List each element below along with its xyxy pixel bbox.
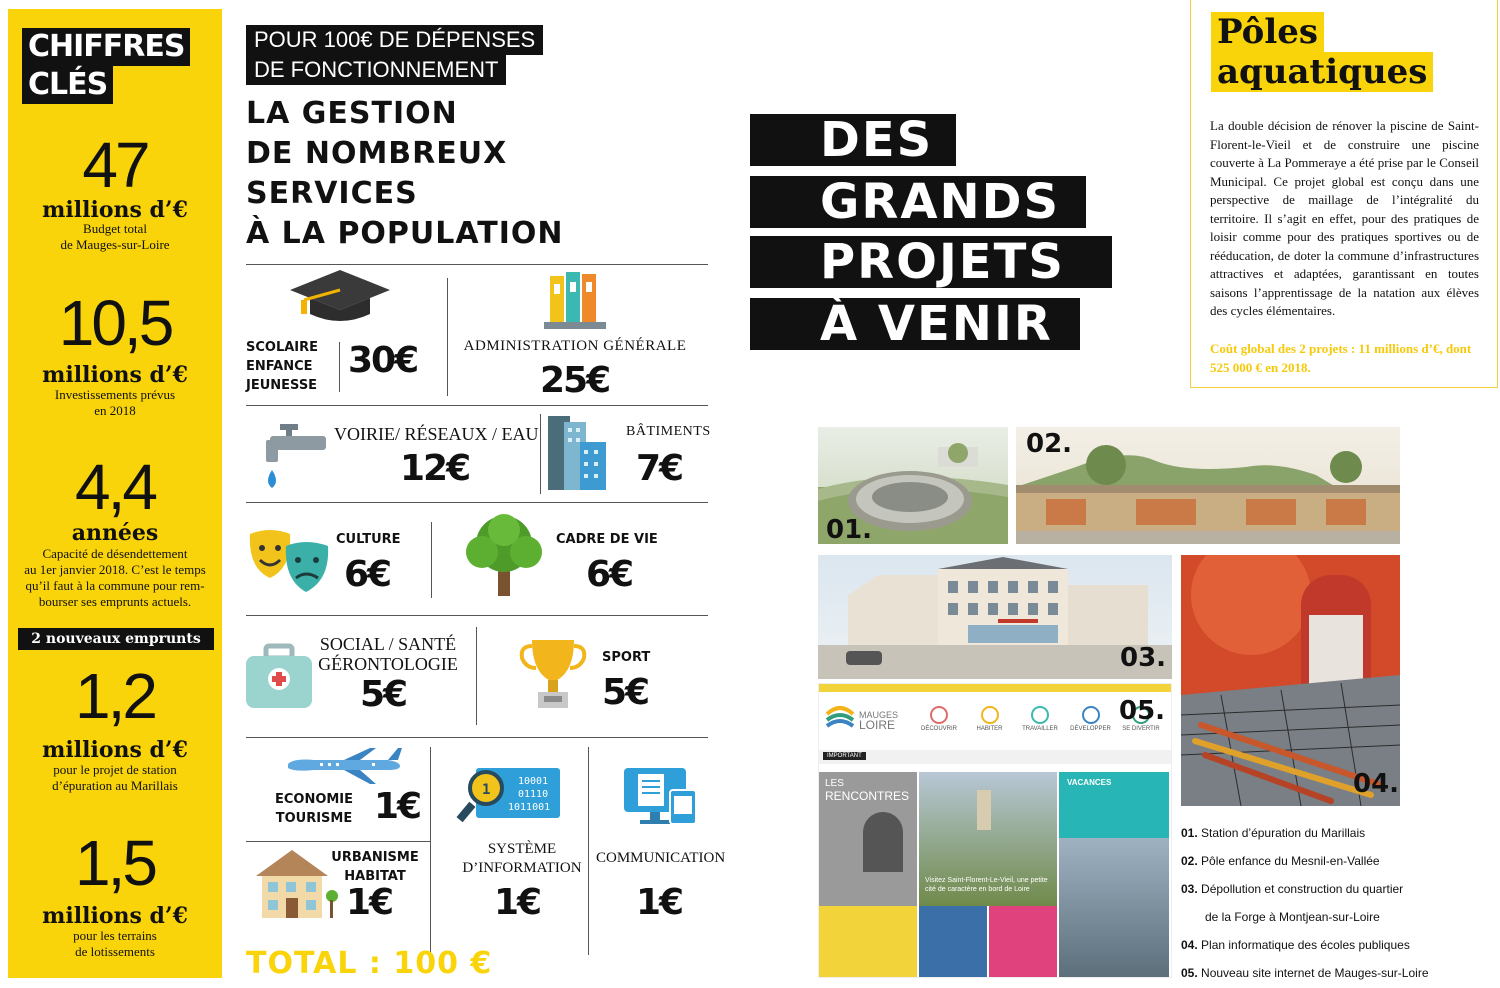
category-label-economie <box>272 790 356 828</box>
divider <box>339 342 340 392</box>
trophy-icon <box>518 634 588 714</box>
divider <box>431 522 432 598</box>
amount-admin: 25€ <box>540 360 610 401</box>
pools-title-line1: Pôles <box>1211 12 1324 52</box>
website-rencontres-title <box>825 778 909 802</box>
spending-subhead-line1: POUR 100€ DE DÉPENSES <box>246 25 543 55</box>
figure-desc: Budget total <box>83 221 147 236</box>
photo-number: 04. <box>1353 769 1400 799</box>
figure-value: 47 <box>82 129 148 201</box>
legend-text: Dépollution et construction du quartier <box>1201 882 1404 896</box>
projects-title-line3: PROJETS <box>750 236 1112 288</box>
legend-text: Pôle enfance du Mesnil-en-Vallée <box>1201 854 1380 868</box>
nav-circle-icon <box>1082 706 1100 724</box>
photo-station-epuration <box>818 427 1008 544</box>
divider <box>430 747 431 955</box>
website-caption: Visitez Saint-Florent-Le-Vieil, une petite cité de caractère en bord de Loire <box>925 877 1048 893</box>
figure-desc: pour le projet de station <box>53 762 177 777</box>
legend-number: 01. <box>1181 826 1198 840</box>
legend-number: 03. <box>1181 882 1198 896</box>
amount-social: 5€ <box>360 674 407 715</box>
website-rencontres-line: RENCONTRES <box>825 789 910 803</box>
projects-title-line4: À VENIR <box>750 298 1080 350</box>
pools-cost: Coût global des 2 projets : 11 millions d’€, dont 525 000 € en 2018. <box>1210 341 1472 375</box>
category-label-line: ENFANCE <box>246 359 313 374</box>
spending-heading-line: DE NOMBREUX <box>246 136 508 171</box>
website-vacances-block <box>1059 772 1169 838</box>
divider <box>540 414 541 494</box>
legend-item-02 <box>1181 854 1380 868</box>
website-nav-bar <box>819 684 1172 692</box>
website-rencontres-line: LES <box>825 778 844 789</box>
spending-subhead-line2: DE FONCTIONNEMENT <box>246 55 506 85</box>
category-label-social <box>318 634 458 674</box>
category-label-scolaire <box>246 338 318 395</box>
key-figures-title <box>22 28 190 104</box>
category-label-systeme <box>462 840 582 878</box>
theater-masks-icon <box>246 528 332 598</box>
category-label-culture: CULTURE <box>336 532 401 547</box>
category-label-voirie: VOIRIE/ RÉSEAUX / EAU <box>334 424 539 444</box>
legend-text: de la Forge à Montjean-sur-Loire <box>1205 910 1380 924</box>
website-nav-item[interactable] <box>1016 706 1064 732</box>
legend-item-03-cont <box>1205 910 1380 924</box>
svg-text:1: 1 <box>482 782 491 798</box>
amount-scolaire: 30€ <box>348 340 418 381</box>
figure-unit: millions d’€ <box>42 362 188 388</box>
website-logo-line: MAUGES <box>859 710 899 720</box>
divider <box>588 747 589 955</box>
key-figures-panel <box>8 9 222 978</box>
divider <box>246 502 708 503</box>
legend-text: Station d’épuration du Marillais <box>1201 826 1366 840</box>
website-sport-photo <box>919 906 987 978</box>
website-logo-text <box>859 710 898 730</box>
data-search-icon <box>456 766 568 828</box>
divider <box>246 841 430 842</box>
pools-box <box>1190 0 1498 388</box>
website-yellow-block <box>819 906 917 978</box>
legend-item-04 <box>1181 938 1410 952</box>
binders-icon <box>540 270 610 330</box>
divider <box>246 264 708 265</box>
category-label-line: SOCIAL / SANTÉ <box>319 634 457 654</box>
amount-urbanisme: 1€ <box>346 882 393 923</box>
figure-value: 4,4 <box>75 451 155 523</box>
website-pink-block <box>989 906 1057 978</box>
graduation-cap-icon <box>288 268 392 324</box>
figure-value: 1,5 <box>75 827 155 899</box>
airplane-icon <box>284 746 404 786</box>
website-nav-label: DÉCOUVRIR <box>920 726 957 732</box>
nav-circle-icon <box>1031 706 1049 724</box>
divider <box>246 615 708 616</box>
communication-screen-icon <box>622 766 698 826</box>
figure-desc: Investissements prévus <box>54 387 176 402</box>
amount-sport: 5€ <box>602 672 649 713</box>
svg-text:1011001: 1011001 <box>508 802 551 813</box>
website-important-bar <box>819 750 1172 764</box>
pools-title-line2: aquatiques <box>1211 52 1433 92</box>
figure-desc: en 2018 <box>94 403 136 418</box>
photo-number: 01. <box>826 515 873 544</box>
figure-desc: d’épuration au Marillais <box>52 778 178 793</box>
legend-number: 02. <box>1181 854 1198 868</box>
category-label-line: TOURISME <box>275 811 353 826</box>
spending-heading-line: À LA POPULATION <box>246 216 564 251</box>
nav-circle-icon <box>930 706 948 724</box>
buildings-icon <box>546 412 608 492</box>
website-nav-item[interactable] <box>1067 706 1115 732</box>
svg-text:01110: 01110 <box>518 789 549 800</box>
spending-subheading <box>246 25 543 85</box>
projects-title-line2: GRANDS <box>750 176 1086 228</box>
amount-cadre: 6€ <box>586 554 633 595</box>
website-church <box>977 790 991 830</box>
nav-circle-icon <box>981 706 999 724</box>
website-town-photo <box>919 772 1057 906</box>
figure-unit: millions d’€ <box>42 197 188 223</box>
legend-item-01 <box>1181 826 1365 840</box>
key-figures-title-line2: CLÉS <box>22 66 113 104</box>
website-nav-label: TRAVAILLER <box>1022 726 1058 732</box>
divider <box>246 737 708 738</box>
figure-unit: millions d’€ <box>42 737 188 763</box>
category-label-line: D’INFORMATION <box>462 860 582 876</box>
website-portrait <box>863 812 903 872</box>
photo-number: 02. <box>1026 429 1073 459</box>
figure-desc: de Mauges-sur-Loire <box>60 237 170 252</box>
figure-desc: Capacité de désendettement <box>42 546 188 561</box>
photo-pole-enfance <box>1016 427 1400 544</box>
figure-desc: au 1er janvier 2018. C’est le temps <box>24 562 206 577</box>
category-label-admin: ADMINISTRATION GÉNÉRALE <box>463 338 687 354</box>
spending-heading <box>246 94 564 254</box>
total-label: TOTAL : 100 € <box>246 946 493 981</box>
tree-icon <box>462 512 548 598</box>
website-logo-line: LOIRE <box>859 718 896 732</box>
amount-economie: 1€ <box>374 786 421 827</box>
svg-text:10001: 10001 <box>518 776 549 787</box>
category-label-line: JEUNESSE <box>246 378 318 393</box>
house-icon <box>248 846 338 922</box>
pools-text: La double décision de rénover la piscine de Saint-Florent-le-Vieil et de construire une piscine couverte à La Pommeraye a été prise par le Conseil Municipal. Ce projet global est conçu dans une perspective de maillage de l’intégralité du territoire. Il s’agit en effet, pour des pratiques de loisir comme pour des pratiques sportives ou de rééducation, de doter la commune d’infrastructures attractives et adaptées, garantissant en toutes saisons l’apprentissage de la natation aux élèves des cycles élémentaires. <box>1210 118 1479 318</box>
figure-desc: de lotissements <box>75 944 155 959</box>
photo-pole-illustration <box>1016 427 1400 544</box>
amount-systeme: 1€ <box>494 882 541 923</box>
photo-plan-informatique <box>1181 555 1400 806</box>
website-important-label: IMPORTANT <box>823 752 866 760</box>
category-label-cadre: CADRE DE VIE <box>556 532 658 547</box>
website-bridge-photo <box>1059 838 1169 978</box>
amount-voirie: 12€ <box>400 448 470 489</box>
figure-unit: années <box>71 520 159 546</box>
photo-quartier-forge <box>818 555 1172 679</box>
legend-text: Plan informatique des écoles publiques <box>1201 938 1410 952</box>
category-label-urbanisme <box>326 848 424 886</box>
legend-item-03 <box>1181 882 1403 896</box>
spending-heading-line: SERVICES <box>246 176 418 211</box>
divider <box>447 278 448 396</box>
website-logo-icon <box>825 702 855 728</box>
legend-text: Nouveau site internet de Mauges-sur-Loire <box>1201 966 1429 980</box>
category-label-line: URBANISME <box>331 850 419 865</box>
website-nav-item[interactable] <box>966 706 1014 732</box>
photo-number: 05. <box>1119 696 1166 726</box>
photo-number: 03. <box>1120 643 1167 673</box>
amount-culture: 6€ <box>344 554 391 595</box>
category-label-line: ECONOMIE <box>274 792 354 807</box>
projects-title-line1: DES <box>750 114 956 166</box>
new-loans-badge: 2 nouveaux emprunts <box>18 628 214 650</box>
figure-desc: qu’il faut à la commune pour rem- <box>25 578 205 593</box>
spending-heading-line: LA GESTION <box>246 96 458 131</box>
amount-communication: 1€ <box>636 882 683 923</box>
divider <box>476 627 477 725</box>
category-label-communication: COMMUNICATION <box>596 850 726 866</box>
figure-value: 10,5 <box>58 287 172 359</box>
category-label-line: SYSTÈME <box>487 841 557 857</box>
website-nav-label: SE DIVERTIR <box>1122 726 1160 732</box>
divider <box>246 405 708 406</box>
website-nav-label: DÉVELOPPER <box>1070 726 1111 732</box>
photo-website-mock <box>818 683 1172 978</box>
category-label-line: HABITAT <box>344 869 406 884</box>
category-label-line: GÉRONTOLOGIE <box>318 654 458 674</box>
category-label-line: SCOLAIRE <box>246 340 319 355</box>
legend-number: 04. <box>1181 938 1198 952</box>
water-tap-icon <box>260 418 326 496</box>
figure-unit: millions d’€ <box>42 903 188 929</box>
figure-desc: pour les terrains <box>73 928 157 943</box>
website-rencontres-block <box>819 772 917 906</box>
key-figures-title-line1: CHIFFRES <box>22 28 190 66</box>
figure-desc: bourser ses emprunts actuels. <box>38 594 192 609</box>
website-vacances-title: VACANCES <box>1067 778 1112 787</box>
figure-value: 1,2 <box>75 660 155 732</box>
legend-item-05 <box>1181 966 1429 980</box>
category-label-batiments: BÂTIMENTS <box>626 424 711 439</box>
amount-batiments: 7€ <box>636 448 683 489</box>
website-nav-item[interactable] <box>915 706 963 732</box>
category-label-sport: SPORT <box>602 650 651 665</box>
photo-forge-illustration <box>818 555 1172 679</box>
medical-kit-icon <box>244 642 314 710</box>
pools-title <box>1211 12 1433 92</box>
legend-number: 05. <box>1181 966 1198 980</box>
website-nav-label: HABITER <box>976 726 1003 732</box>
